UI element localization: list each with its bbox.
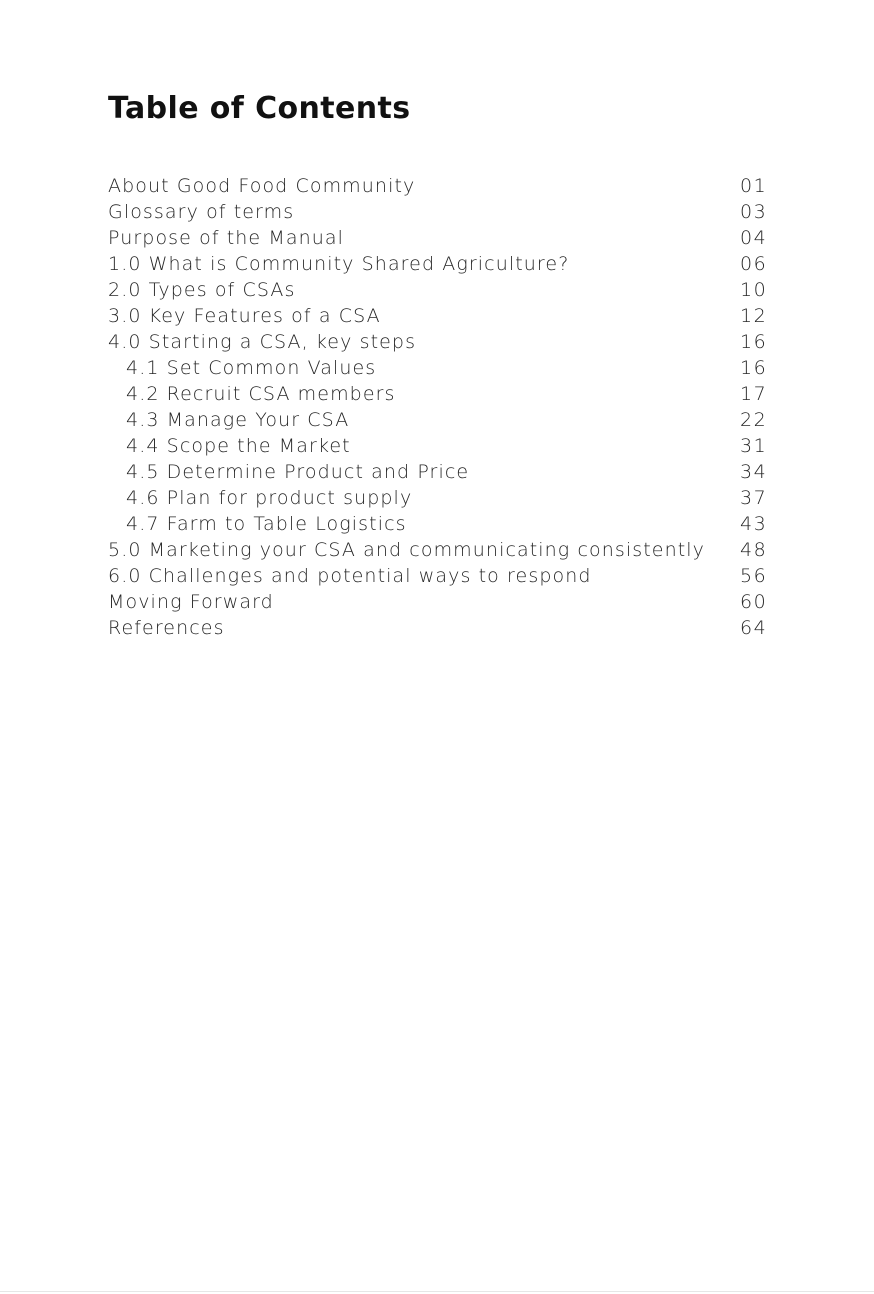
toc-entry-label: Purpose of the Manual [108,227,345,249]
toc-entry-section-4-1[interactable] [108,355,780,381]
toc-entry-references[interactable] [108,615,780,641]
toc-page-number: 56 [740,565,768,587]
toc-entry-label: 4.5 Determine Product and Price [126,461,470,483]
toc-entry-moving-forward[interactable] [108,589,780,615]
toc-entry-section-4-6[interactable] [108,485,780,511]
toc-entry-section-4-5[interactable] [108,459,780,485]
toc-page-number: 16 [740,357,768,379]
toc-entry-label: 4.3 Manage Your CSA [126,409,350,431]
toc-entry-glossary-of-terms[interactable] [108,199,780,225]
toc-entry-section-4-3[interactable] [108,407,780,433]
toc-entry-purpose-of-the-manual[interactable] [108,225,780,251]
toc-page-number: 64 [740,617,768,639]
toc-page-number: 48 [740,539,768,561]
toc-entry-label: Moving Forward [108,591,274,613]
toc-page-number: 43 [740,513,768,535]
toc-entry-label: 1.0 What is Community Shared Agriculture? [108,253,570,275]
toc-page-number: 34 [740,461,768,483]
toc-page-number: 31 [740,435,768,457]
toc-entry-section-5-0[interactable] [108,537,780,563]
toc-entry-label: 4.1 Set Common Values [126,357,377,379]
toc-entry-section-4-7[interactable] [108,511,780,537]
toc-entry-label: References [108,617,225,639]
page-bottom-divider [0,1291,874,1292]
toc-page-number: 17 [740,383,768,405]
toc-entry-section-4-0[interactable] [108,329,780,355]
toc-page-number: 12 [740,305,768,327]
table-of-contents [108,173,780,641]
toc-page-number: 60 [740,591,768,613]
toc-entry-label: 4.7 Farm to Table Logistics [126,513,407,535]
toc-page-number: 10 [740,279,768,301]
toc-entry-label: 2.0 Types of CSAs [108,279,296,301]
toc-entry-label: Glossary of terms [108,201,295,223]
toc-page-number: 01 [740,175,768,197]
toc-entry-section-1-0[interactable] [108,251,780,277]
toc-entry-label: About Good Food Community [108,175,416,197]
toc-entry-label: 6.0 Challenges and potential ways to respond [108,565,592,587]
toc-entry-label: 4.2 Recruit CSA members [126,383,396,405]
toc-entry-label: 3.0 Key Features of a CSA [108,305,381,327]
toc-entry-label: 4.0 Starting a CSA, key steps [108,331,417,353]
toc-entry-section-4-2[interactable] [108,381,780,407]
toc-entry-section-3-0[interactable] [108,303,780,329]
toc-entry-label: 4.4 Scope the Market [126,435,351,457]
toc-entry-label: 5.0 Marketing your CSA and communicating consistently [108,539,705,561]
toc-page-number: 04 [740,227,768,249]
toc-entry-section-2-0[interactable] [108,277,780,303]
toc-page-number: 03 [740,201,768,223]
toc-page-number: 06 [740,253,768,275]
toc-entry-section-4-4[interactable] [108,433,780,459]
toc-page-number: 16 [740,331,768,353]
toc-page-number: 37 [740,487,768,509]
toc-entry-section-6-0[interactable] [108,563,780,589]
toc-entry-about-good-food-community[interactable] [108,173,780,199]
page-title: Table of Contents [108,91,411,126]
toc-page-number: 22 [740,409,768,431]
toc-entry-label: 4.6 Plan for product supply [126,487,413,509]
